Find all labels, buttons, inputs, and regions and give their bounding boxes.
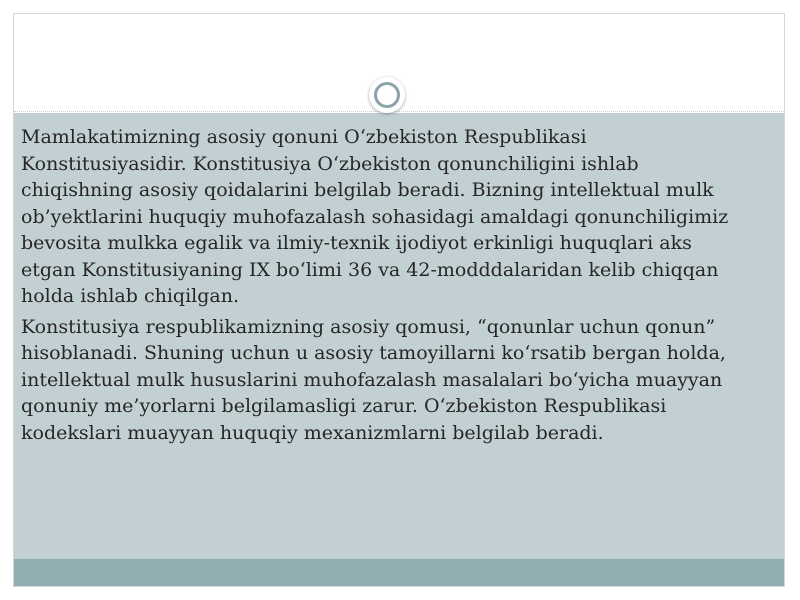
paragraph-2: Konstitusiya respublikamizning asosiy qomusi, “qonunlar uchun qonun” hisoblanadi. Shuning uchun u asosiy tamoyillarni ko‘rsatib bergan holda, intellektual mulk hususlarini muhofazalash masalalari bo‘yicha muayyan qonuniy me’yorlarni belgilamasligi zarur. O‘zbekiston Respublikasi kodekslari muayyan huquqiy mexanizmlarni belgilab beradi. (21, 315, 726, 444)
divider-line (14, 111, 784, 112)
ornament-ring (374, 82, 400, 108)
paragraph-1: Mamlakatimizning asosiy qonuni O‘zbekiston Respublikasi Konstitusiyasidir. Konstitusiya O‘zbekiston qonunchiligini ishlab chiqishning asosiy qoidalarini belgilab beradi. Bizning intellektual mulk ob’yektlarini huquqiy muhofazalash sohasidagi amaldagi qonunchiligimiz bevosita mulkka egalik va ilmiy-texnik ijodiyot erkinligi huquqlari aks etgan Konstitusiyaning IX bo‘limi 36 va 42-modddalaridan kelib chiqqan holda ishlab chiqilgan. (21, 126, 729, 307)
body-text (21, 124, 746, 450)
footer-band (14, 559, 784, 587)
circle-ring-icon (369, 77, 405, 113)
